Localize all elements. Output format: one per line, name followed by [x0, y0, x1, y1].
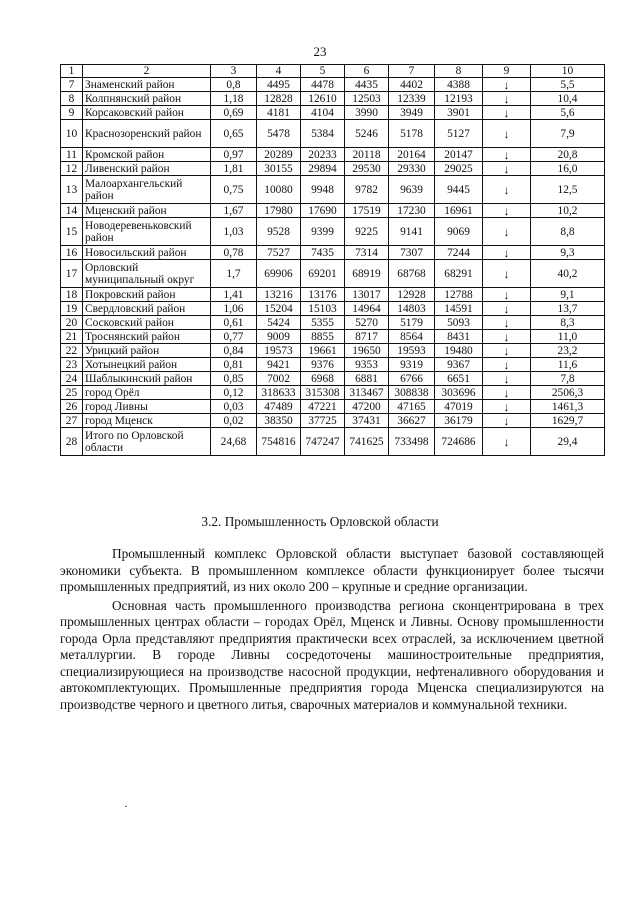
trend-arrow-cell: ↓ [483, 106, 531, 120]
table-cell: 1,41 [211, 288, 257, 302]
table-row [61, 204, 605, 218]
table-cell: 0,77 [211, 330, 257, 344]
table-cell: 9069 [435, 218, 483, 246]
districts-table [60, 64, 605, 456]
district-name-cell: Новодеревеньковский район [83, 218, 211, 246]
table-cell: 23 [61, 358, 83, 372]
table-cell: 5,5 [531, 78, 605, 92]
table-cell: 9528 [257, 218, 301, 246]
table-cell: 9367 [435, 358, 483, 372]
trend-arrow-cell: ↓ [483, 162, 531, 176]
table-cell: 4104 [301, 106, 345, 120]
table-cell: 9,1 [531, 288, 605, 302]
table-cell: 47221 [301, 400, 345, 414]
table-cell: 9353 [345, 358, 389, 372]
trend-arrow-cell: ↓ [483, 344, 531, 358]
table-cell: 7244 [435, 246, 483, 260]
trend-arrow-cell: ↓ [483, 372, 531, 386]
district-name-cell: Корсаковский район [83, 106, 211, 120]
column-header: 3 [211, 65, 257, 78]
table-cell: 12928 [389, 288, 435, 302]
table-body [61, 78, 605, 456]
table-cell: 4181 [257, 106, 301, 120]
table-cell: 17519 [345, 204, 389, 218]
table-row [61, 316, 605, 330]
table-cell: 19573 [257, 344, 301, 358]
table-cell: 308838 [389, 386, 435, 400]
table-cell: 6881 [345, 372, 389, 386]
table-cell: 0,85 [211, 372, 257, 386]
table-cell: 26 [61, 400, 83, 414]
table-cell: 13216 [257, 288, 301, 302]
table-cell: 741625 [345, 428, 389, 456]
table-cell: 0,97 [211, 148, 257, 162]
table-row [61, 372, 605, 386]
table-cell: 11 [61, 148, 83, 162]
table-cell: 13,7 [531, 302, 605, 316]
table-cell: 0,61 [211, 316, 257, 330]
table-cell: 15103 [301, 302, 345, 316]
table-row [61, 386, 605, 400]
table-row [61, 302, 605, 316]
table-cell: 9 [61, 106, 83, 120]
table-cell: 20147 [435, 148, 483, 162]
column-header: 10 [531, 65, 605, 78]
scan-mark [125, 806, 127, 807]
table-cell: 315308 [301, 386, 345, 400]
table-row [61, 218, 605, 246]
table-cell: 5424 [257, 316, 301, 330]
table-cell: 12503 [345, 92, 389, 106]
table-cell: 13176 [301, 288, 345, 302]
table-row [61, 120, 605, 148]
table-cell: 733498 [389, 428, 435, 456]
table-cell: 29894 [301, 162, 345, 176]
table-cell: 37725 [301, 414, 345, 428]
table-cell: 0,75 [211, 176, 257, 204]
trend-arrow-cell: ↓ [483, 316, 531, 330]
table-row [61, 414, 605, 428]
table-cell: 9009 [257, 330, 301, 344]
table-cell: 68768 [389, 260, 435, 288]
district-name-cell: Урицкий район [83, 344, 211, 358]
table-cell: 29330 [389, 162, 435, 176]
district-name-cell: Кромской район [83, 148, 211, 162]
table-cell: 47165 [389, 400, 435, 414]
table-cell: 7307 [389, 246, 435, 260]
table-cell: 15204 [257, 302, 301, 316]
table-cell: 2506,3 [531, 386, 605, 400]
table-cell: 14591 [435, 302, 483, 316]
table-cell: 3949 [389, 106, 435, 120]
page-number: 23 [313, 44, 327, 59]
trend-arrow-cell: ↓ [483, 386, 531, 400]
table-cell: 6651 [435, 372, 483, 386]
table-cell: 12610 [301, 92, 345, 106]
trend-arrow-cell: ↓ [483, 428, 531, 456]
table-cell: 0,02 [211, 414, 257, 428]
table-cell: 20118 [345, 148, 389, 162]
trend-arrow-cell: ↓ [483, 302, 531, 316]
table-cell: 0,65 [211, 120, 257, 148]
column-header: 9 [483, 65, 531, 78]
table-cell: 20,8 [531, 148, 605, 162]
table-cell: 19650 [345, 344, 389, 358]
table-cell: 21 [61, 330, 83, 344]
table-cell: 5384 [301, 120, 345, 148]
table-cell: 19593 [389, 344, 435, 358]
table-cell: 5179 [389, 316, 435, 330]
table-cell: 12,5 [531, 176, 605, 204]
table-cell: 9319 [389, 358, 435, 372]
table-row [61, 260, 605, 288]
district-name-cell: Колпнянский район [83, 92, 211, 106]
table-cell: 20233 [301, 148, 345, 162]
district-name-cell: Краснозоренский район [83, 120, 211, 148]
table-cell: 0,81 [211, 358, 257, 372]
table-cell: 9639 [389, 176, 435, 204]
district-name-cell: Малоархангельский район [83, 176, 211, 204]
table-cell: 6766 [389, 372, 435, 386]
district-name-cell: Орловский муниципальный округ [83, 260, 211, 288]
table-row [61, 106, 605, 120]
table-cell: 303696 [435, 386, 483, 400]
body-text [60, 546, 604, 713]
table-cell: 69906 [257, 260, 301, 288]
table-cell: 12 [61, 162, 83, 176]
district-name-cell: город Мценск [83, 414, 211, 428]
table-cell: 36179 [435, 414, 483, 428]
table-cell: 29530 [345, 162, 389, 176]
table-cell: 12339 [389, 92, 435, 106]
table-cell: 7314 [345, 246, 389, 260]
table-cell: 18 [61, 288, 83, 302]
trend-arrow-cell: ↓ [483, 246, 531, 260]
column-header: 2 [83, 65, 211, 78]
district-name-cell: Новосильский район [83, 246, 211, 260]
trend-arrow-cell: ↓ [483, 330, 531, 344]
column-header: 1 [61, 65, 83, 78]
table-cell: 8,3 [531, 316, 605, 330]
table-cell: 47019 [435, 400, 483, 414]
table-cell: 1,03 [211, 218, 257, 246]
table-cell: 5178 [389, 120, 435, 148]
table-cell: 9,3 [531, 246, 605, 260]
table-cell: 0,84 [211, 344, 257, 358]
table-cell: 8431 [435, 330, 483, 344]
table-cell: 13017 [345, 288, 389, 302]
table-cell: 0,78 [211, 246, 257, 260]
table-cell: 5093 [435, 316, 483, 330]
district-name-cell: город Орёл [83, 386, 211, 400]
table-cell: 4495 [257, 78, 301, 92]
table-cell: 69201 [301, 260, 345, 288]
table-cell: 16961 [435, 204, 483, 218]
table-cell: 11,6 [531, 358, 605, 372]
table-cell: 5,6 [531, 106, 605, 120]
table-cell: 40,2 [531, 260, 605, 288]
table-cell: 8855 [301, 330, 345, 344]
table-cell: 1461,3 [531, 400, 605, 414]
table-cell: 9948 [301, 176, 345, 204]
table-row [61, 400, 605, 414]
table-cell: 19480 [435, 344, 483, 358]
table-cell: 6968 [301, 372, 345, 386]
table-row [61, 162, 605, 176]
table-cell: 20289 [257, 148, 301, 162]
table-cell: 9399 [301, 218, 345, 246]
table-cell: 5127 [435, 120, 483, 148]
trend-arrow-cell: ↓ [483, 78, 531, 92]
table-cell: 19 [61, 302, 83, 316]
table-cell: 3901 [435, 106, 483, 120]
table-cell: 4388 [435, 78, 483, 92]
table-cell: 10,4 [531, 92, 605, 106]
column-header: 5 [301, 65, 345, 78]
table-cell: 9445 [435, 176, 483, 204]
table-cell: 1,7 [211, 260, 257, 288]
district-name-cell: Хотынецкий район [83, 358, 211, 372]
table-cell: 7002 [257, 372, 301, 386]
table-cell: 12828 [257, 92, 301, 106]
table-cell: 17690 [301, 204, 345, 218]
table-cell: 8717 [345, 330, 389, 344]
district-name-cell: Покровский район [83, 288, 211, 302]
table-row [61, 330, 605, 344]
trend-arrow-cell: ↓ [483, 414, 531, 428]
table-cell: 0,12 [211, 386, 257, 400]
trend-arrow-cell: ↓ [483, 176, 531, 204]
table-row [61, 176, 605, 204]
table-cell: 28 [61, 428, 83, 456]
table-cell: 17230 [389, 204, 435, 218]
trend-arrow-cell: ↓ [483, 358, 531, 372]
table-cell: 7 [61, 78, 83, 92]
table-cell: 9421 [257, 358, 301, 372]
table-cell: 17980 [257, 204, 301, 218]
table-cell: 0,8 [211, 78, 257, 92]
table-row [61, 358, 605, 372]
table-cell: 16 [61, 246, 83, 260]
table-cell: 24 [61, 372, 83, 386]
trend-arrow-cell: ↓ [483, 218, 531, 246]
table-cell: 10 [61, 120, 83, 148]
table-cell: 20164 [389, 148, 435, 162]
table-cell: 724686 [435, 428, 483, 456]
table-cell: 1,67 [211, 204, 257, 218]
table-cell: 7,8 [531, 372, 605, 386]
table-cell: 68919 [345, 260, 389, 288]
table-cell: 16,0 [531, 162, 605, 176]
table-cell: 37431 [345, 414, 389, 428]
trend-arrow-cell: ↓ [483, 120, 531, 148]
table-cell: 24,68 [211, 428, 257, 456]
table-cell: 4402 [389, 78, 435, 92]
paragraph: Промышленный комплекс Орловской области выступает базовой составляющей экономики субъекта. В промышленном комплексе области функционирует более тысячи промышленных предприятий, из них около 200 – крупные и средние организации. [60, 546, 604, 594]
table-cell: 13 [61, 176, 83, 204]
table-row [61, 246, 605, 260]
column-header: 6 [345, 65, 389, 78]
table-cell: 5355 [301, 316, 345, 330]
column-header: 4 [257, 65, 301, 78]
table-cell: 68291 [435, 260, 483, 288]
district-name-cell: Итого по Орловской области [83, 428, 211, 456]
table-cell: 15 [61, 218, 83, 246]
trend-arrow-cell: ↓ [483, 400, 531, 414]
table-cell: 47489 [257, 400, 301, 414]
table-cell: 313467 [345, 386, 389, 400]
table-cell: 0,03 [211, 400, 257, 414]
table-cell: 1,81 [211, 162, 257, 176]
table-cell: 7435 [301, 246, 345, 260]
district-name-cell: Мценский район [83, 204, 211, 218]
paragraph: Основная часть промышленного производства региона сконцентрирована в трех промышленных центрах области – городах Орёл, Мценск и Ливны. Основу промышленности города Орла представляют предприятия практически всех отраслей, за исключением цветной металлургии. В городе Ливны сосредоточены машиностроительные предприятия, специализирующиеся на производстве насосной продукции, нефтеналивного оборудования и автокомплектующих. Промышленные предприятия города Мценска специализируются на производстве черного и цветного литья, сварочных материалов и коммунальной техники. [60, 597, 604, 712]
table-cell: 20 [61, 316, 83, 330]
table-cell: 30155 [257, 162, 301, 176]
table-row [61, 92, 605, 106]
table-cell: 8 [61, 92, 83, 106]
table-cell: 27 [61, 414, 83, 428]
table-cell: 38350 [257, 414, 301, 428]
table-cell: 14 [61, 204, 83, 218]
table-cell: 9225 [345, 218, 389, 246]
table-header-row [61, 65, 605, 78]
trend-arrow-cell: ↓ [483, 260, 531, 288]
table-cell: 22 [61, 344, 83, 358]
table-cell: 9782 [345, 176, 389, 204]
column-header: 8 [435, 65, 483, 78]
table-cell: 29025 [435, 162, 483, 176]
table-cell: 8,8 [531, 218, 605, 246]
table-row [61, 344, 605, 358]
table-cell: 11,0 [531, 330, 605, 344]
table-cell: 9141 [389, 218, 435, 246]
table-row [61, 78, 605, 92]
table-cell: 8564 [389, 330, 435, 344]
district-name-cell: Ливенский район [83, 162, 211, 176]
table-cell: 9376 [301, 358, 345, 372]
column-header: 7 [389, 65, 435, 78]
district-name-cell: Сосковский район [83, 316, 211, 330]
table-cell: 5246 [345, 120, 389, 148]
table-cell: 4435 [345, 78, 389, 92]
table-cell: 747247 [301, 428, 345, 456]
trend-arrow-cell: ↓ [483, 148, 531, 162]
table-cell: 14964 [345, 302, 389, 316]
table-row [61, 148, 605, 162]
table-cell: 36627 [389, 414, 435, 428]
table-cell: 754816 [257, 428, 301, 456]
table-cell: 12193 [435, 92, 483, 106]
trend-arrow-cell: ↓ [483, 204, 531, 218]
table-cell: 5270 [345, 316, 389, 330]
table-cell: 29,4 [531, 428, 605, 456]
district-name-cell: город Ливны [83, 400, 211, 414]
table-cell: 25 [61, 386, 83, 400]
table-row [61, 288, 605, 302]
trend-arrow-cell: ↓ [483, 288, 531, 302]
table-cell: 14803 [389, 302, 435, 316]
district-name-cell: Свердловский район [83, 302, 211, 316]
district-name-cell: Троснянский район [83, 330, 211, 344]
table-cell: 10,2 [531, 204, 605, 218]
table-cell: 7527 [257, 246, 301, 260]
table-cell: 7,9 [531, 120, 605, 148]
table-cell: 1629,7 [531, 414, 605, 428]
table-cell: 4478 [301, 78, 345, 92]
section-title: 3.2. Промышленность Орловской области [201, 514, 439, 529]
table-cell: 318633 [257, 386, 301, 400]
table-cell: 3990 [345, 106, 389, 120]
table-cell: 47200 [345, 400, 389, 414]
table-cell: 0,69 [211, 106, 257, 120]
trend-arrow-cell: ↓ [483, 92, 531, 106]
table-row [61, 428, 605, 456]
table-cell: 12788 [435, 288, 483, 302]
district-name-cell: Знаменский район [83, 78, 211, 92]
table-cell: 19661 [301, 344, 345, 358]
table-cell: 10080 [257, 176, 301, 204]
district-name-cell: Шаблыкинский район [83, 372, 211, 386]
table-cell: 1,18 [211, 92, 257, 106]
table-cell: 1,06 [211, 302, 257, 316]
table-cell: 5478 [257, 120, 301, 148]
table-cell: 23,2 [531, 344, 605, 358]
table-cell: 17 [61, 260, 83, 288]
